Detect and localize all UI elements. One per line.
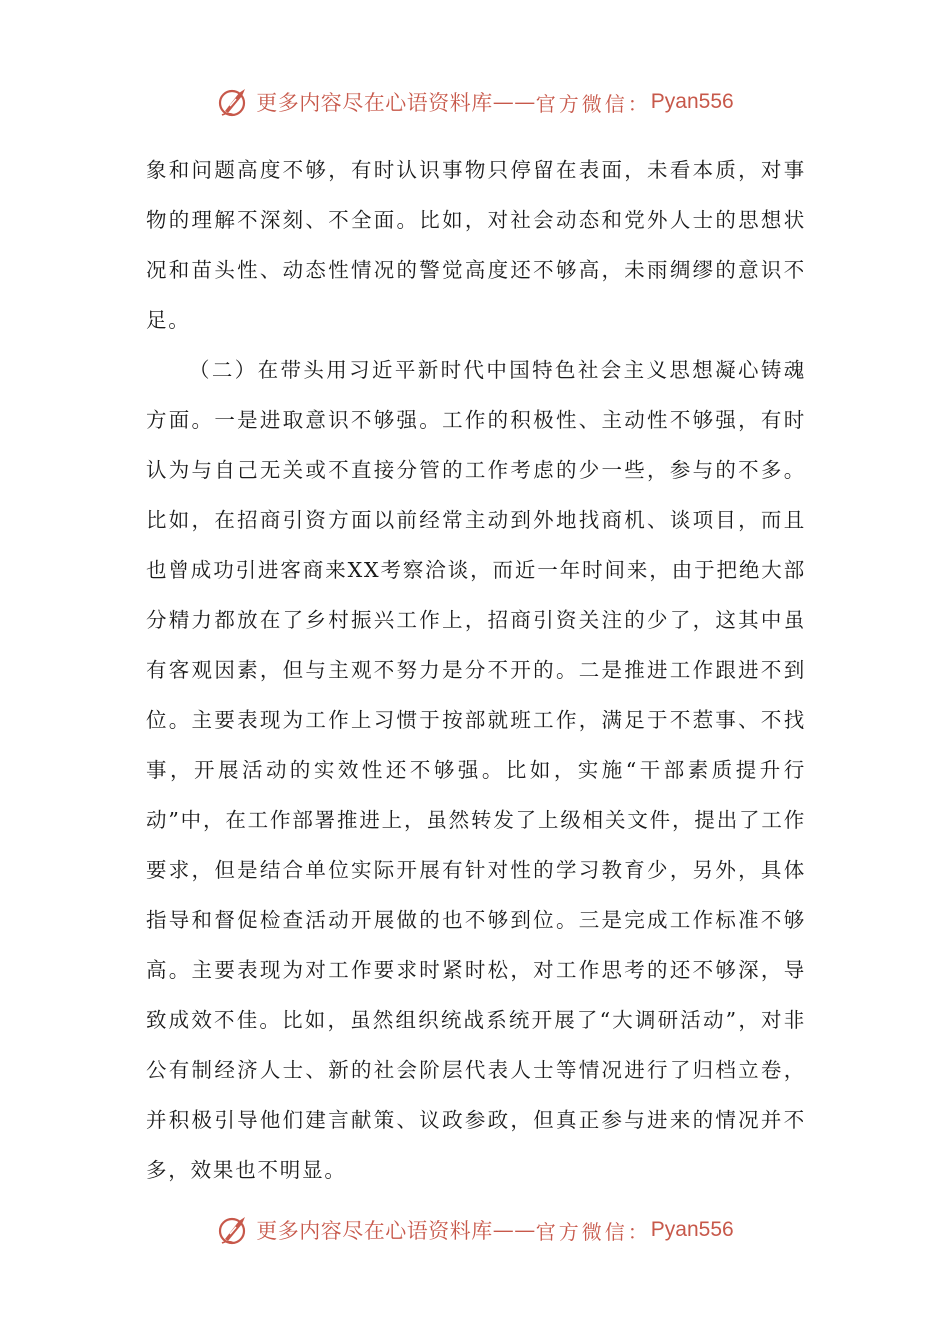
banner-wechat-id: Pyan556 [650,1218,734,1241]
paragraph-1: 象和问题高度不够，有时认识事物只停留在表面，未看本质，对事物的理解不深刻、不全面。比如，对社会动态和党外人士的思想状况和苗头性、动态性情况的警觉高度还不够高，未雨绸缪的意识不足。 [146,158,806,332]
banner-title: 更多内容尽在心语资料库 [256,91,493,115]
footer-banner [0,1210,950,1250]
banner-dash: —— [492,1218,536,1242]
banner-title: 更多内容尽在心语资料库 [256,1219,493,1243]
banner-wechat-label: 官方微信： [535,91,651,116]
pen-nib-logo-icon [216,84,252,120]
banner-dash: —— [492,90,536,114]
paragraph-2: （二）在带头用习近平新时代中国特色社会主义思想凝心铸魂方面。一是进取意识不够强。工作的积极性、主动性不够强，有时认为与自己无关或不直接分管的工作考虑的少一些，参与的不多。比如，在招商引资方面以前经常主动到外地找商机、谈项目，而且也曾成功引进客商来XX考察洽谈，而近一年时间来，由于把绝大部分精力都放在了乡村振兴工作上，招商引资关注的少了，这其中虽有客观因素，但与主观不努力是分不开的。二是推进工作跟进不到位。主要表现为工作上习惯于按部就班工作，满足于不惹事、不找事，开展活动的实效性还不够强。比如，实施“干部素质提升行动”中，在工作部署推进上，虽然转发了上级相关文件，提出了工作要求，但是结合单位实际开展有针对性的学习教育少，另外，具体指导和督促检查活动开展做的也不够到位。三是完成工作标准不够高。主要表现为对工作要求时紧时松，对工作思考的还不够深，导致成效不佳。比如，虽然组织统战系统开展了“大调研活动”，对非公有制经济人士、新的社会阶层代表人士等情况进行了归档立卷，并积极引导他们建言献策、议政参政，但真正参与进来的情况并不多，效果也不明显。 [146,358,806,1182]
document-body [146,145,806,1195]
pen-nib-logo-icon [216,1212,252,1248]
banner-wechat-id: Pyan556 [650,90,734,113]
header-banner [0,82,950,122]
banner-wechat-label: 官方微信： [535,1219,651,1244]
